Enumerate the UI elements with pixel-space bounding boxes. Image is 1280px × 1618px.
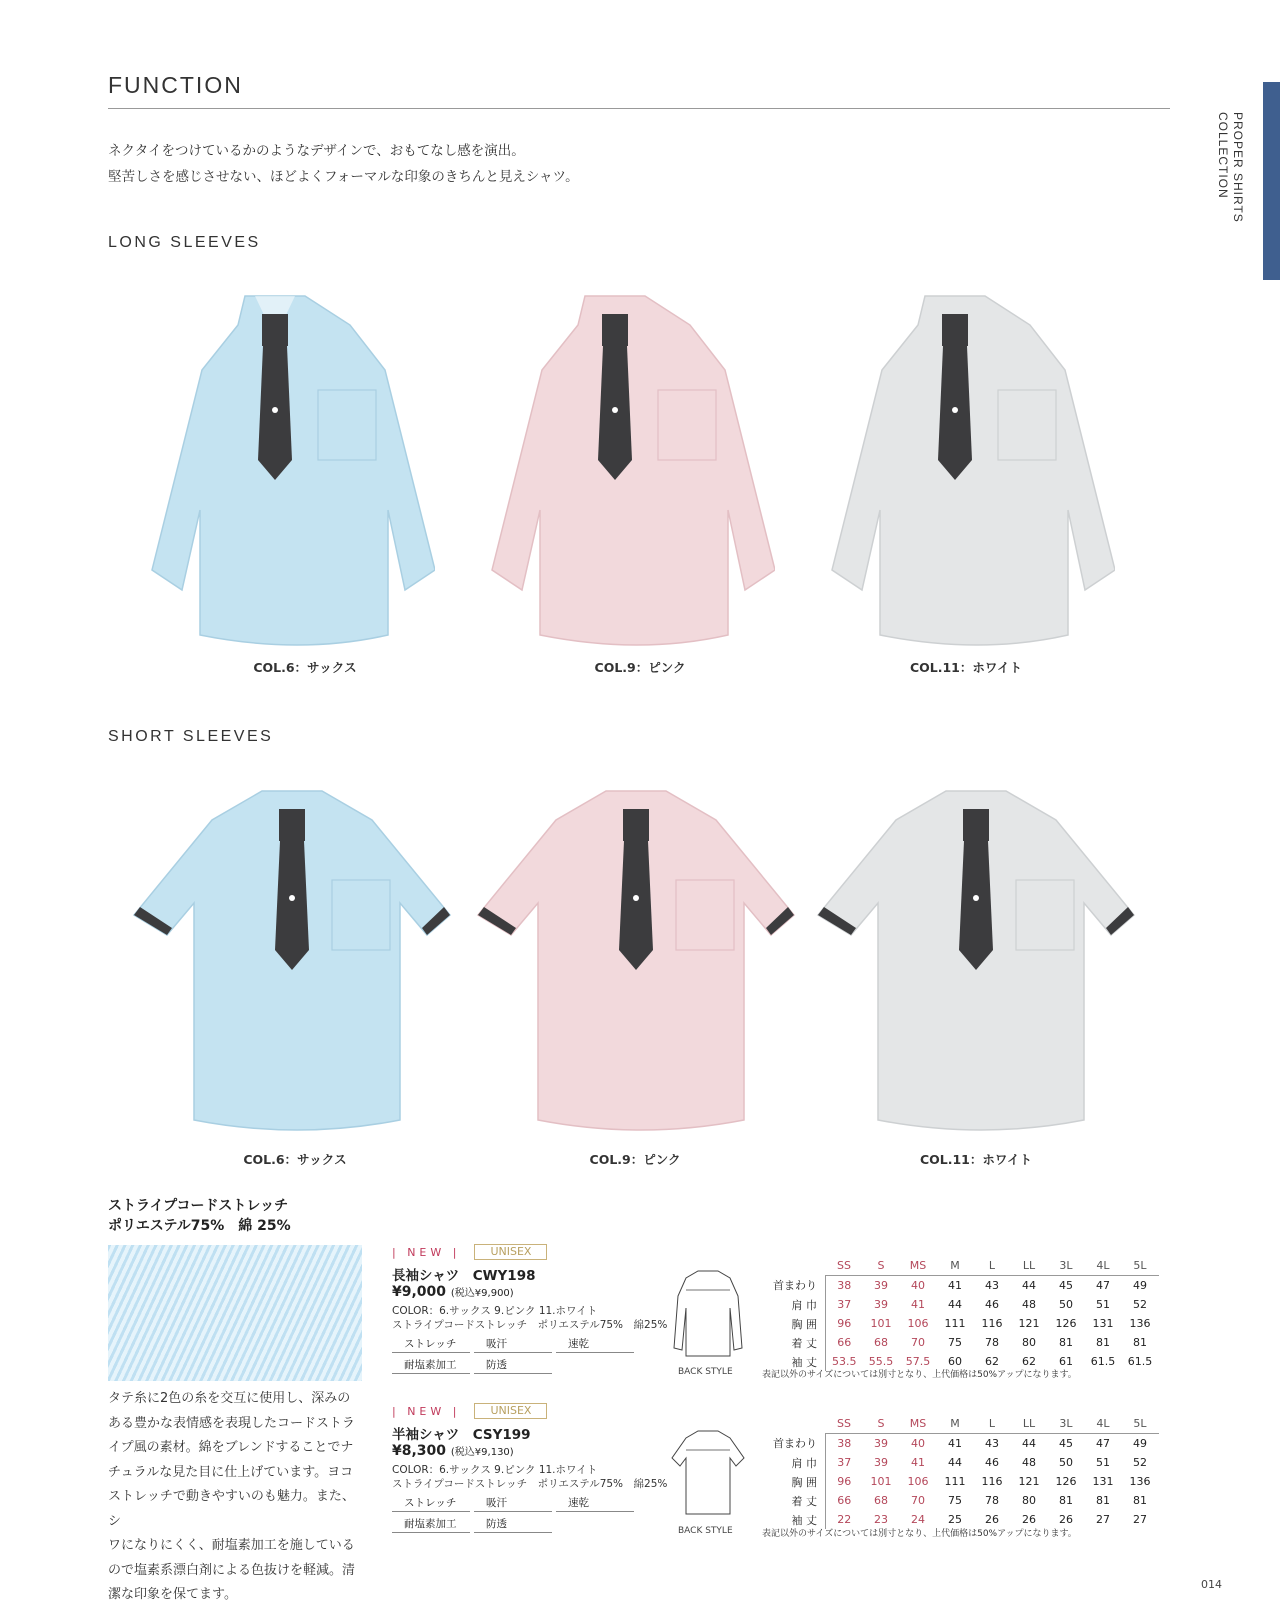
back-style-short-illustration — [670, 1428, 746, 1518]
short-sleeves-heading: SHORT SLEEVES — [108, 728, 274, 745]
new-badge: | NEW | — [392, 1404, 461, 1418]
long-caption-pink: COL.9：ピンク — [594, 660, 686, 675]
feature-tag: 速乾 — [556, 1336, 634, 1353]
back-style-label: BACK STYLE — [678, 1526, 733, 1536]
size-header: 5L — [1122, 1256, 1159, 1276]
size-header: S — [863, 1414, 900, 1434]
product-colors: COLOR：6.サックス 9.ピンク 11.ホワイト — [392, 1305, 598, 1317]
size-header: MS — [900, 1256, 937, 1276]
unisex-badge: UNISEX — [474, 1403, 547, 1419]
size-header: L — [974, 1414, 1011, 1434]
long-caption-white: COL.11：ホワイト — [909, 660, 1023, 675]
short-caption-saxe: COL.6：サックス — [243, 1152, 347, 1167]
feature-tags — [392, 1336, 667, 1374]
product-price: ¥9,000 (税込¥9,900) — [392, 1284, 514, 1300]
page-number: 014 — [1201, 1578, 1222, 1591]
fabric-title — [108, 1196, 291, 1236]
product-long-info — [392, 1244, 667, 1374]
size-note: 表記以外のサイズについては別寸となり、上代価格は50%アップになります。 — [762, 1529, 1077, 1539]
table-row: 着 丈 66 68 70 75 78 80 81 81 81 — [757, 1333, 1159, 1352]
product-colors: COLOR：6.サックス 9.ピンク 11.ホワイト — [392, 1464, 598, 1476]
feature-tag: 防透 — [474, 1516, 552, 1533]
size-table-short — [757, 1414, 1159, 1529]
size-header: S — [863, 1256, 900, 1276]
size-header: 4L — [1085, 1256, 1122, 1276]
short-caption-pink: COL.9：ピンク — [589, 1152, 681, 1167]
short-shirt-saxe-image — [132, 785, 452, 1135]
new-badge: | NEW | — [392, 1245, 461, 1259]
feature-tag: 防透 — [474, 1357, 552, 1374]
desc-line: イプ風の素材。綿をブレンドすることでナ — [108, 1440, 354, 1455]
fabric-swatch-image — [108, 1245, 362, 1381]
long-sleeves-heading: LONG SLEEVES — [108, 234, 261, 251]
product-material: ストライプコードストレッチ ポリエステル75% 綿25% — [392, 1478, 668, 1490]
size-header: LL — [1011, 1414, 1048, 1434]
product-short-info — [392, 1403, 667, 1533]
desc-line: 潔な印象を保てます。 — [108, 1587, 237, 1602]
fabric-composition: ポリエステル75% 綿 25% — [108, 1218, 291, 1234]
long-shirt-saxe-image — [150, 290, 435, 650]
size-table-long — [757, 1256, 1159, 1371]
size-header: M — [937, 1414, 974, 1434]
size-header: SS — [826, 1256, 863, 1276]
side-tab-line2: COLLECTION — [1216, 112, 1230, 199]
size-header: MS — [900, 1414, 937, 1434]
feature-tag: 耐塩素加工 — [392, 1516, 470, 1533]
short-shirt-white-image — [816, 785, 1136, 1135]
table-row: 首まわり 38 39 40 41 43 44 45 47 49 — [757, 1434, 1159, 1454]
size-header: 3L — [1048, 1414, 1085, 1434]
unisex-badge: UNISEX — [474, 1244, 547, 1260]
side-tab-line1: PROPER SHIRTS — [1231, 112, 1245, 223]
size-header: 3L — [1048, 1256, 1085, 1276]
feature-tag: 耐塩素加工 — [392, 1357, 470, 1374]
feature-tag: 速乾 — [556, 1495, 634, 1512]
feature-tag: ストレッチ — [392, 1336, 470, 1353]
size-header: M — [937, 1256, 974, 1276]
table-row: 着 丈 66 68 70 75 78 80 81 81 81 — [757, 1491, 1159, 1510]
size-header: 4L — [1085, 1414, 1122, 1434]
size-note: 表記以外のサイズについては別寸となり、上代価格は50%アップになります。 — [762, 1370, 1077, 1380]
short-caption-white: COL.11：ホワイト — [919, 1152, 1033, 1167]
table-row: 胸 囲 96 101 106 111 116 121 126 131 136 — [757, 1314, 1159, 1333]
table-row: 袖 丈 22 23 24 25 26 26 26 27 27 — [757, 1510, 1159, 1529]
table-row: 胸 囲 96 101 106 111 116 121 126 131 136 — [757, 1472, 1159, 1491]
size-header: L — [974, 1256, 1011, 1276]
feature-tags — [392, 1495, 667, 1533]
intro-text — [108, 138, 579, 190]
fabric-description — [108, 1387, 366, 1608]
short-shirt-pink-image — [476, 785, 796, 1135]
size-header: 5L — [1122, 1414, 1159, 1434]
feature-tag: 吸汗 — [474, 1495, 552, 1512]
desc-line: ワになりにくく、耐塩素加工を施している — [108, 1538, 355, 1553]
desc-line: ストレッチで動きやすいのも魅力。また、シ — [108, 1489, 355, 1529]
product-material: ストライプコードストレッチ ポリエステル75% 綿25% — [392, 1319, 668, 1331]
side-tab-bar — [1263, 82, 1280, 280]
product-name: 半袖シャツ CSY199 — [392, 1427, 531, 1443]
table-row: 肩 巾 37 39 41 44 46 48 50 51 52 — [757, 1453, 1159, 1472]
page-title: FUNCTION — [108, 72, 243, 98]
feature-tag: 吸汗 — [474, 1336, 552, 1353]
table-row: 袖 丈 53.5 55.5 57.5 60 62 62 61 61.5 61.5 — [757, 1352, 1159, 1371]
long-caption-saxe: COL.6：サックス — [253, 660, 357, 675]
long-shirt-pink-image — [490, 290, 775, 650]
desc-line: ある豊かな表情感を表現したコードストラ — [108, 1415, 355, 1431]
product-name: 長袖シャツ CWY198 — [392, 1268, 536, 1284]
size-header: SS — [826, 1414, 863, 1434]
desc-line: チュラルな見た目に仕上げています。ヨコ — [108, 1464, 354, 1480]
table-row: 首まわり 38 39 40 41 43 44 45 47 49 — [757, 1276, 1159, 1296]
intro-line-2: 堅苦しさを感じさせない、ほどよくフォーマルな印象のきちんと見えシャツ。 — [108, 169, 579, 185]
product-price: ¥8,300 (税込¥9,130) — [392, 1443, 514, 1459]
back-style-long-illustration — [672, 1268, 744, 1362]
side-tab-label — [1215, 112, 1245, 223]
intro-line-1: ネクタイをつけているかのようなデザインで、おもてなし感を演出。 — [108, 143, 525, 159]
title-rule — [108, 108, 1170, 109]
fabric-name: ストライプコードストレッチ — [108, 1198, 289, 1214]
table-row: 肩 巾 37 39 41 44 46 48 50 51 52 — [757, 1295, 1159, 1314]
feature-tag: ストレッチ — [392, 1495, 470, 1512]
desc-line: タテ糸に2色の糸を交互に使用し、深みの — [108, 1391, 351, 1406]
desc-line: ので塩素系漂白剤による色抜けを軽減。清 — [108, 1562, 356, 1578]
long-shirt-white-image — [830, 290, 1115, 650]
back-style-label: BACK STYLE — [678, 1367, 733, 1377]
size-header: LL — [1011, 1256, 1048, 1276]
